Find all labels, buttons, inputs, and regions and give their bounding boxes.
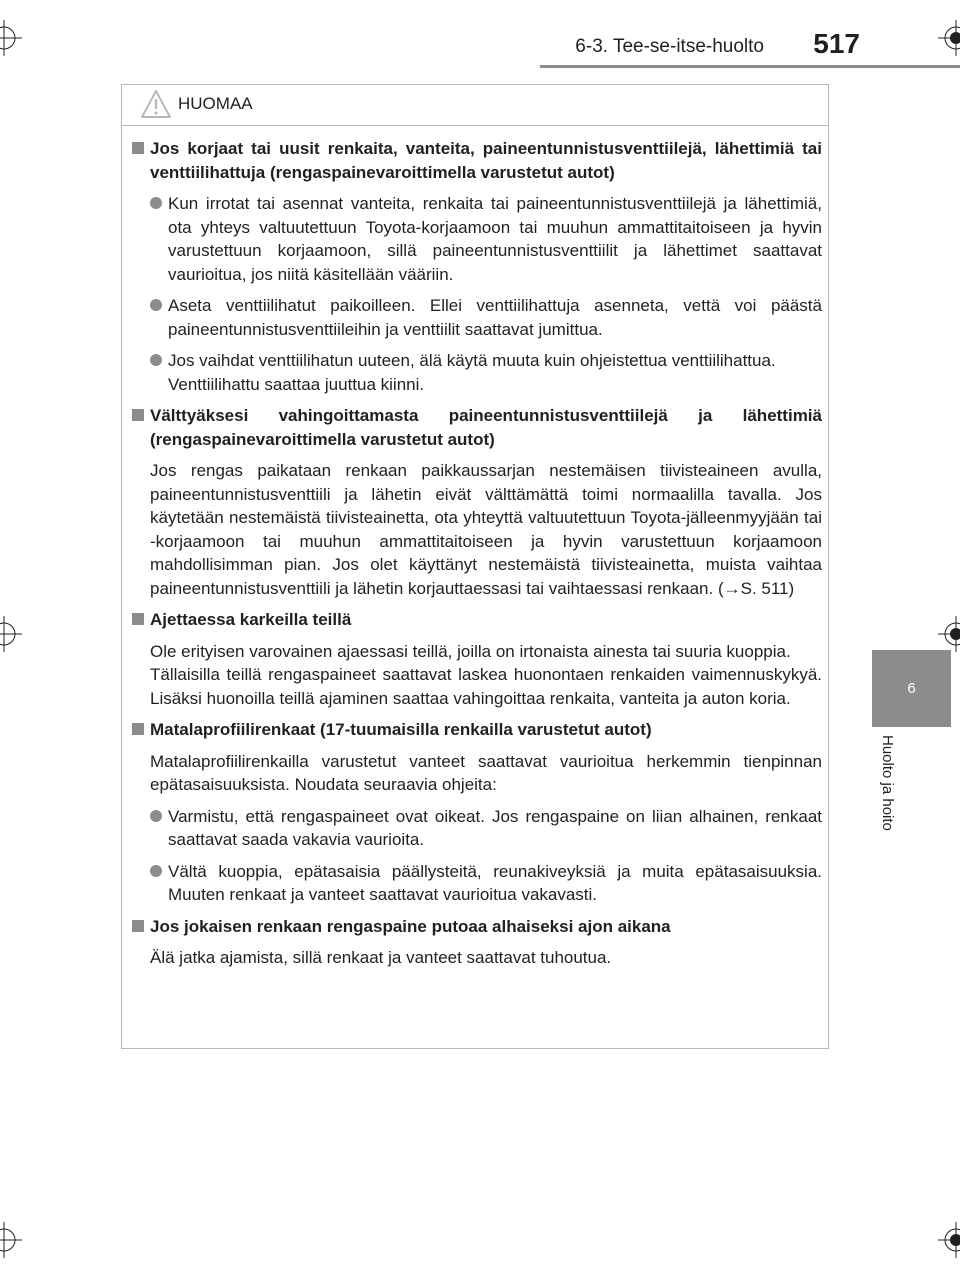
list-item [150, 294, 822, 341]
warning-triangle-icon [140, 89, 172, 119]
registration-mark-icon [0, 1222, 22, 1258]
list-item [150, 805, 822, 852]
square-bullet-icon [132, 409, 144, 421]
section-body-line: Ole erityisen varovainen ajaessasi teillä, joilla on irtonaista ainesta tai suuria kuoppia. [150, 641, 791, 661]
section-title: Välttyäksesi vahingoittamasta paineentunnistusventtiilejä ja lähettimiä (rengaspainevaroittimella varustetut autot) [150, 406, 822, 449]
section-heading [132, 718, 822, 742]
list-item-text: Vältä kuoppia, epätasaisia päällysteitä, reunakiveyksiä ja muita epätasaisuuksia. Muuten renkaat ja vanteet saattavat vaurioitua vakavasti. [168, 861, 822, 904]
notice-title: HUOMAA [178, 94, 253, 113]
notice-box [121, 84, 829, 1049]
notice-header [122, 85, 828, 126]
list-item [150, 349, 822, 396]
registration-mark-icon [938, 616, 960, 652]
square-bullet-icon [132, 723, 144, 735]
section-body: Matalaprofiilirenkailla varustetut vanteet saattavat vaurioitua herkemmin tienpinnan epätasaisuuksista. Noudata seuraavia ohjeita: [150, 751, 822, 794]
round-bullet-icon [150, 299, 162, 311]
section-heading [132, 915, 822, 939]
section-body [150, 640, 822, 711]
section-heading [132, 137, 822, 184]
round-bullet-icon [150, 810, 162, 822]
round-bullet-icon [150, 197, 162, 209]
chapter-tab [872, 650, 951, 727]
section-body: Jos rengas paikataan renkaan paikkaussarjan nestemäisen tiivisteaineen avulla, paineentunnistusventtiili ja lähetin eivät välttämättä toimi normaalilla tavalla. Jos käytetään nestemäistä tiivisteainetta, ota yhteyttä valtuutettuun Toyota-jälleenmyyjään tai -korjaamoon tai muuhun ammattitaitoiseen ja hyvin varustettuun korjaamoon mahdollisimman pian. Jos olet käyttänyt nestemäistä tiivisteainetta, muista vaihtaa paineentunnistusventtiili ja lähetin korjauttaessasi tai vaihtaessasi renkaan. (→S. 511) [150, 461, 822, 598]
chapter-title: Huolto ja hoito [879, 735, 896, 831]
round-bullet-icon [150, 354, 162, 366]
list-item-line: Jos vaihdat venttiilihatun uuteen, älä käytä muuta kuin ohjeistettua venttiilihattua. [168, 351, 776, 370]
section-title: 6-3. Tee-se-itse-huolto [575, 36, 764, 57]
page-header [0, 0, 960, 70]
round-bullet-icon [150, 865, 162, 877]
section-title: Jos jokaisen renkaan rengaspaine putoaa alhaiseksi ajon aikana [150, 916, 671, 936]
square-bullet-icon [132, 920, 144, 932]
chapter-number: 6 [907, 680, 916, 697]
square-bullet-icon [132, 613, 144, 625]
registration-mark-icon [0, 616, 22, 652]
section-title: Ajettaessa karkeilla teillä [150, 610, 352, 629]
list-item-text: Kun irrotat tai asennat vanteita, renkaita tai paineentunnistusventtiilejä ja lähettimiä, ota yhteys valtuutettuun Toyota-korjaamoon tai muuhun ammattitaitoiseen ja hyvin varustettuun korjaamoon, sillä paineentunnistusventtiilit ja lähettimet saattavat vaurioitua, jos niitä käsitellään vääriin. [168, 194, 822, 284]
section-heading [132, 608, 822, 632]
section-heading [132, 404, 822, 451]
header-rule [540, 65, 960, 68]
list-item [150, 192, 822, 286]
section-title: Matalaprofiilirenkaat (17-tuumaisilla renkailla varustetut autot) [150, 720, 652, 739]
section-body-line: Tällaisilla teillä rengaspaineet saattavat laskea huonontaen renkaiden vaimennuskykyä. Lisäksi huonoilla teillä ajaminen saattaa vahingoittaa renkaita, vanteita ja auton koria. [150, 665, 822, 708]
list-item-text: Varmistu, että rengaspaineet ovat oikeat. Jos rengaspaine on liian alhainen, renkaat saattavat saada vakavia vaurioita. [168, 806, 822, 849]
list-item-text: Aseta venttiilihatut paikoilleen. Ellei venttiilihattuja asenneta, vettä voi päästä paineentunnistusventtiileihin ja venttiilit saattavat jumittua. [168, 296, 822, 339]
section-body: Älä jatka ajamista, sillä renkaat ja vanteet saattavat tuhoutua. [150, 948, 612, 967]
section-title: Jos korjaat tai uusit renkaita, vanteita, paineentunnistusventtiilejä, lähettimiä tai venttiilihattuja (rengaspainevaroittimella varustetut autot) [150, 139, 822, 182]
registration-mark-icon [938, 1222, 960, 1258]
page-number: 517 [813, 28, 860, 59]
chapter-label [862, 735, 902, 875]
square-bullet-icon [132, 142, 144, 154]
list-item-text [168, 349, 822, 396]
list-item-line: Venttiilihattu saattaa juuttua kiinni. [168, 374, 425, 394]
notice-content [132, 137, 822, 978]
list-item [150, 860, 822, 907]
